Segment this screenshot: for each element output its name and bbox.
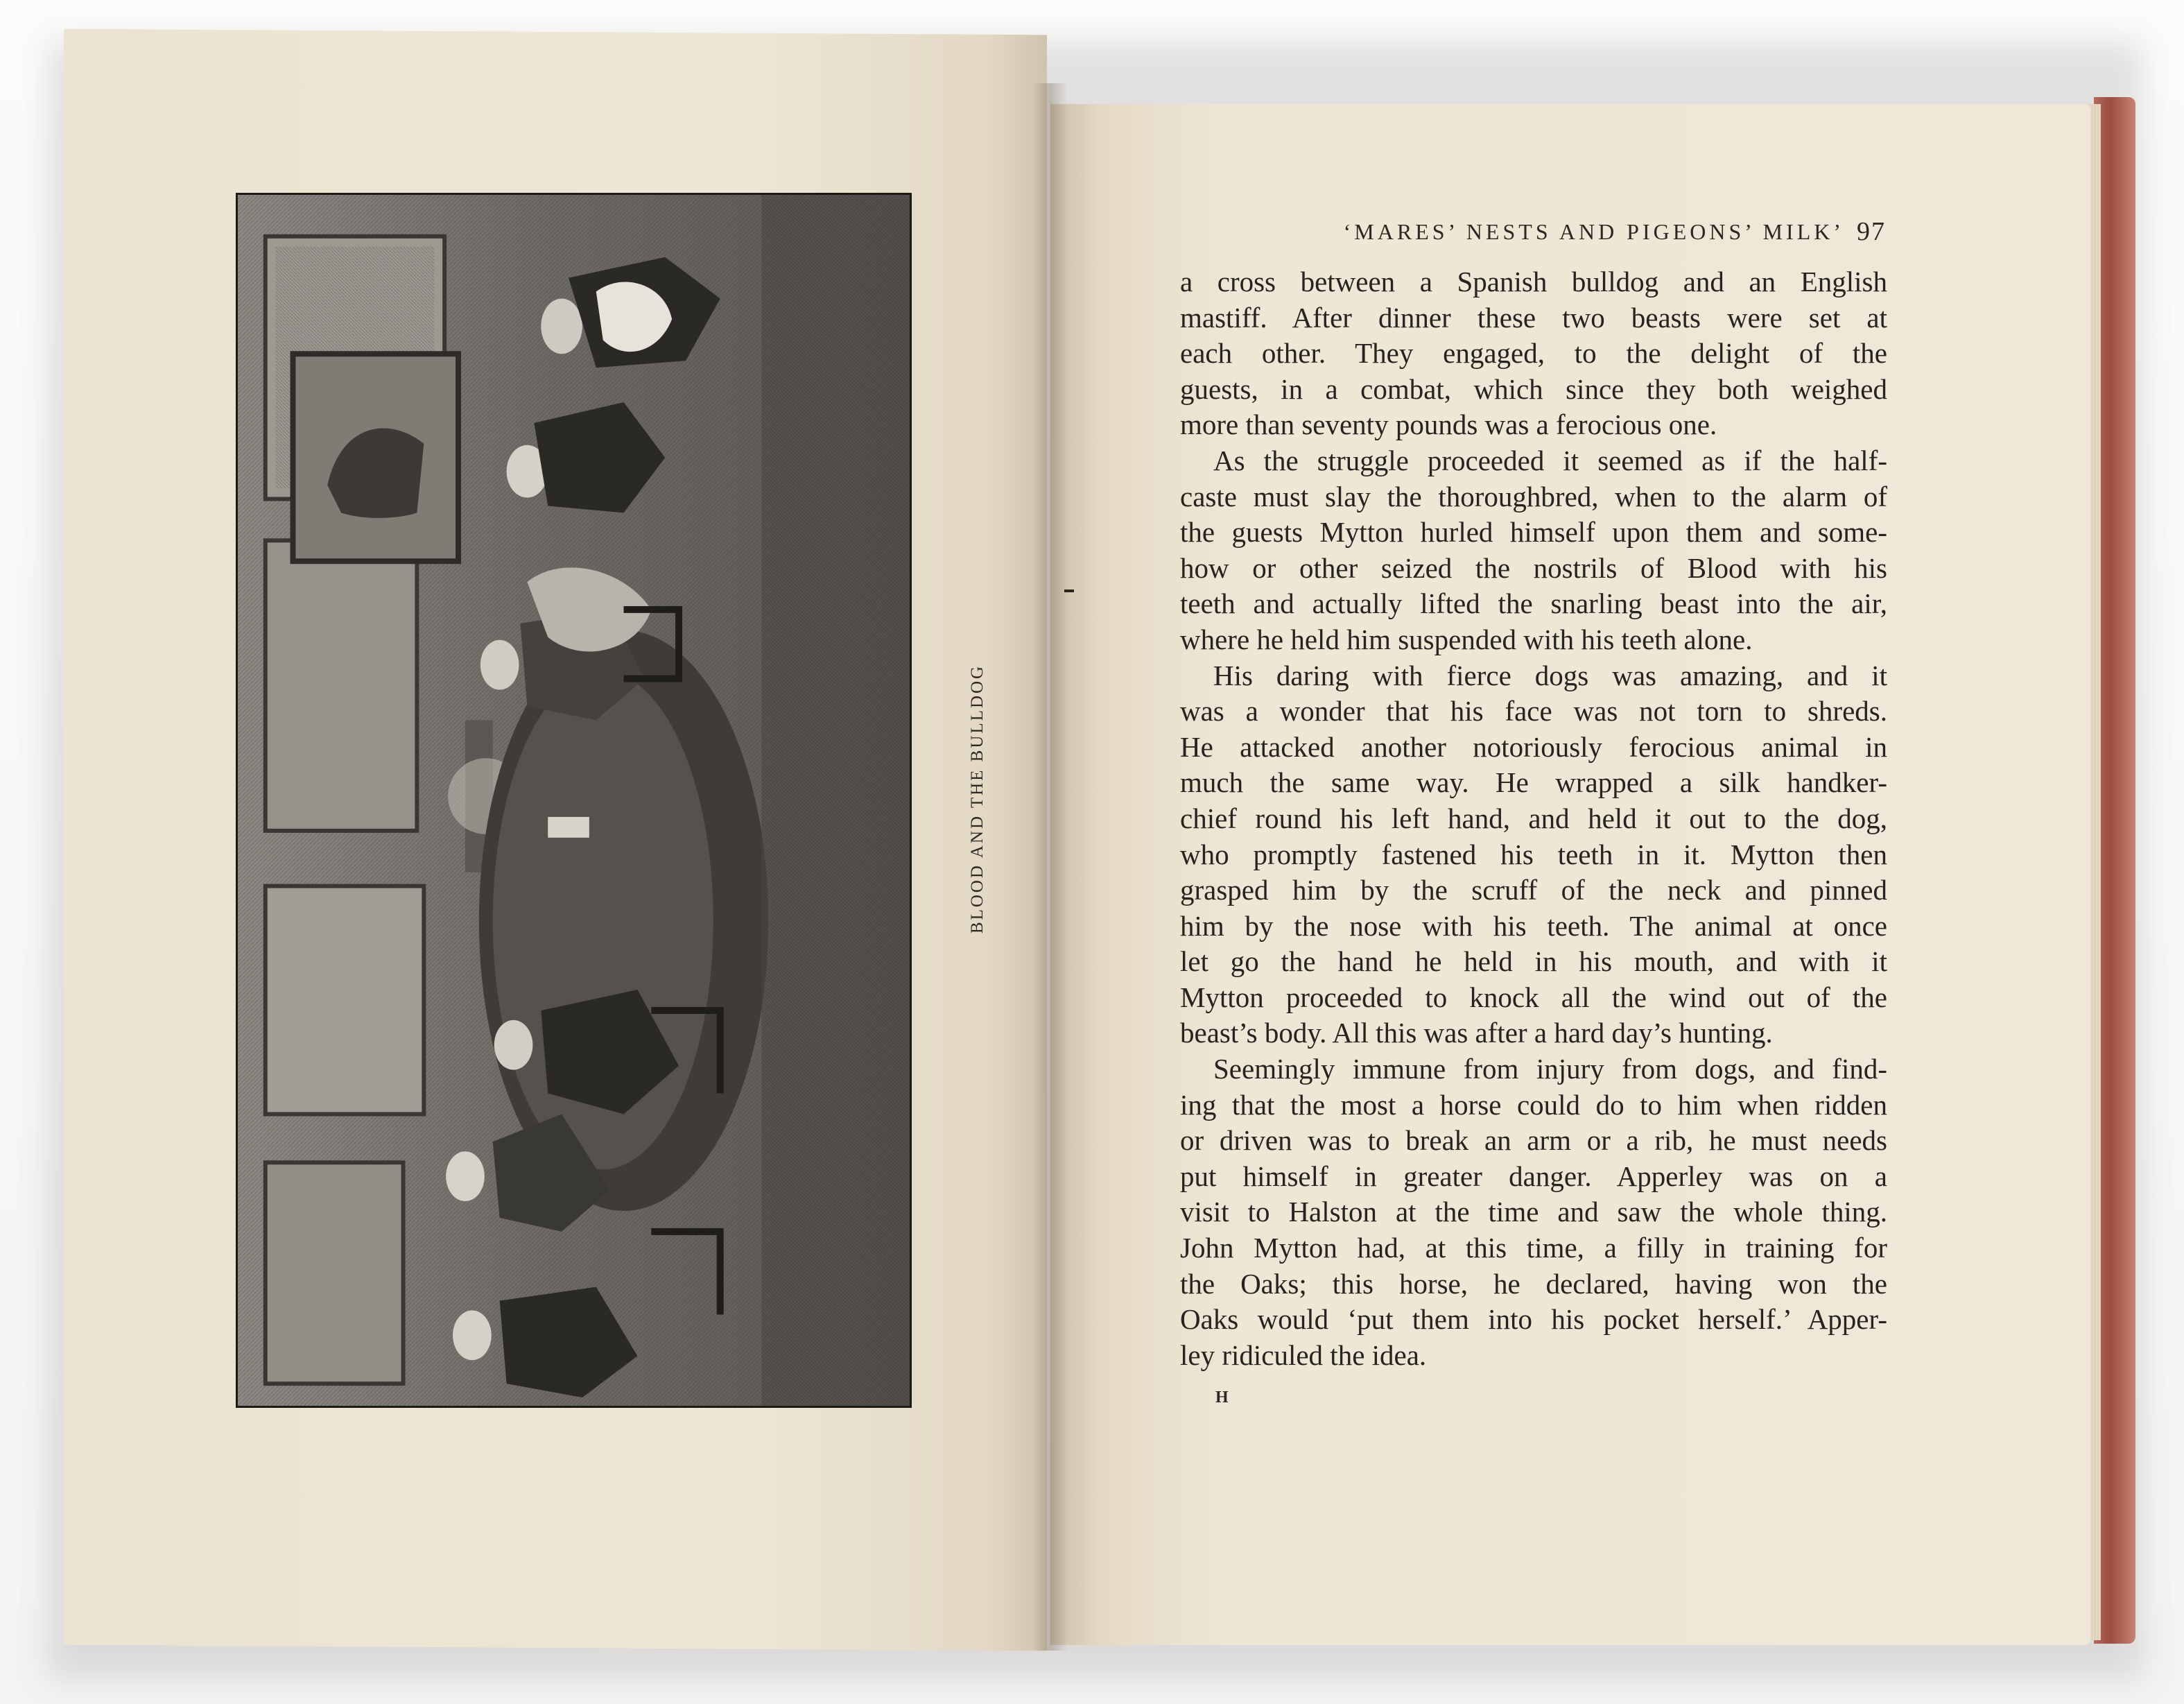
text-line: guests, in a combat, which since they both weighed bbox=[1180, 372, 1887, 405]
text-line: where he held him suspended with his teeth alone. bbox=[1180, 623, 1753, 655]
text-line: grasped him by the scruff of the neck and pinned bbox=[1180, 874, 1887, 906]
text-line: Oaks would ‘put them into his pocket herself.’ Apper- bbox=[1180, 1303, 1887, 1336]
text-line: was a wonder that his face was not torn to shreds. bbox=[1180, 695, 1887, 728]
text-line: mastiff. After dinner these two beasts were set at bbox=[1180, 301, 1887, 334]
text-line: John Mytton had, at this time, a filly in training for bbox=[1180, 1232, 1887, 1264]
text-line: the Oaks; this horse, he declared, having won the bbox=[1180, 1267, 1887, 1300]
body-text bbox=[1180, 264, 1887, 1373]
page-number: 97 bbox=[1857, 217, 1886, 246]
text-line: caste must slay the thoroughbred, when to the alarm of bbox=[1180, 480, 1887, 513]
signature-mark: H bbox=[1215, 1388, 1229, 1406]
text-line: ing that the most a horse could do to him when ridden bbox=[1180, 1088, 1887, 1121]
book-gutter bbox=[1033, 83, 1068, 1651]
running-head bbox=[1179, 219, 1886, 254]
margin-mark bbox=[1064, 589, 1074, 592]
engraving-illustration bbox=[238, 195, 910, 1406]
text-line: let go the hand he held in his mouth, and with it bbox=[1180, 945, 1887, 978]
text-line: more than seventy pounds was a ferocious one. bbox=[1180, 408, 1717, 441]
text-line: much the same way. He wrapped a silk handker- bbox=[1180, 766, 1887, 799]
text-line: the guests Mytton hurled himself upon them and some- bbox=[1180, 516, 1887, 549]
text-line: His daring with fierce dogs was amazing, and it bbox=[1213, 659, 1887, 691]
text-line: how or other seized the nostrils of Blood with his bbox=[1180, 551, 1887, 584]
text-line: put himself in greater danger. Apperley was on a bbox=[1180, 1160, 1887, 1192]
text-line: who promptly fastened his teeth in it. Mytton then bbox=[1180, 838, 1887, 870]
text-line: ley ridiculed the idea. bbox=[1180, 1339, 1427, 1371]
text-line: Seemingly immune from injury from dogs, and find- bbox=[1213, 1053, 1887, 1085]
text-line: each other. They engaged, to the delight of the bbox=[1180, 337, 1887, 370]
plate-caption-text: BLOOD AND THE BULLDOG bbox=[968, 664, 987, 934]
text-line: Mytton proceeded to knock all the wind out of the bbox=[1180, 981, 1887, 1013]
engraving-plate bbox=[236, 193, 912, 1408]
text-line: As the struggle proceeded it seemed as if the half- bbox=[1213, 444, 1887, 476]
text-line: beast’s body. All this was after a hard day’s hunting. bbox=[1180, 1017, 1773, 1049]
text-line: or driven was to break an arm or a rib, he must needs bbox=[1180, 1124, 1887, 1157]
text-line: him by the nose with his teeth. The animal at once bbox=[1180, 909, 1887, 942]
text-line: teeth and actually lifted the snarling beast into the air, bbox=[1180, 587, 1887, 620]
text-line: a cross between a Spanish bulldog and an English bbox=[1180, 266, 1887, 298]
text-line: chief round his left hand, and held it out to the dog, bbox=[1180, 802, 1887, 834]
text-line: He attacked another notoriously ferocious animal in bbox=[1180, 730, 1887, 763]
running-title: ‘MARES’ NESTS AND PIGEONS’ MILK’ bbox=[1343, 219, 1844, 244]
text-line: visit to Halston at the time and saw the whole thing. bbox=[1180, 1196, 1887, 1228]
